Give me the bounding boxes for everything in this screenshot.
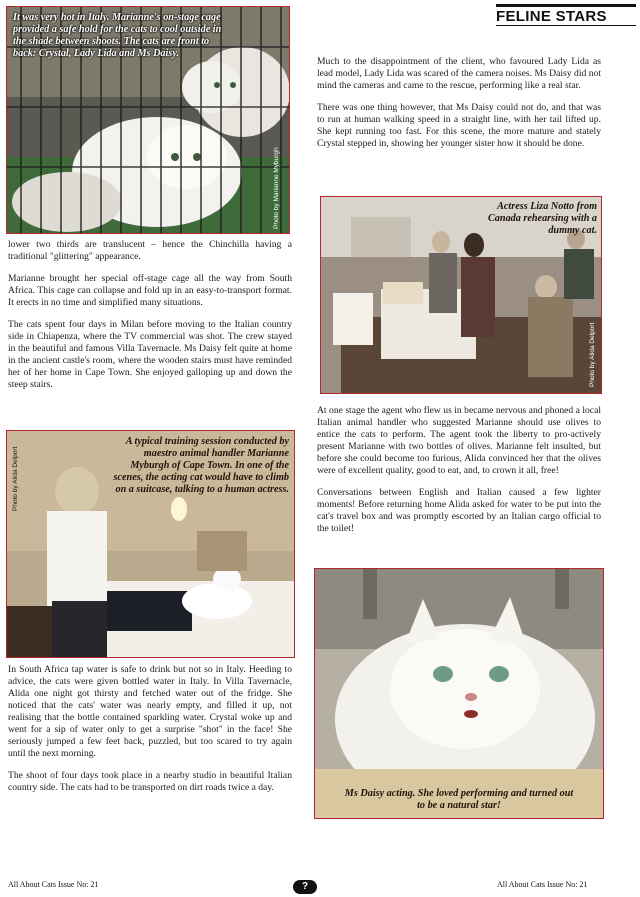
footer-left: All About Cats Issue No: 21 (8, 880, 99, 889)
section-rule (496, 25, 636, 26)
right-column-middle (317, 405, 601, 545)
paragraph: Marianne brought her special off-stage cage all the way from South Africa. This cage can collapse and fold up in an easy-to-transport format. It erects in no time and simplified many situations. (8, 273, 292, 308)
cage-photo-caption: It was very hot in Italy. Marianne's on-stage cage provided a safe hold for the cats to cool outside in the shade between shoots. The cats are front to back: Crystal, Lady Lida and Ms Daisy. (13, 12, 222, 59)
paragraph: There was one thing however, that Ms Daisy could not do, and that was to run at human walking speed in a straight line, with her tail lifted up. She kept running too fast. For this scene, the more mature and stately Crystal stepped in, showing her younger sister how it should be done. (317, 102, 601, 149)
left-column-top (8, 239, 292, 401)
left-column-bottom (8, 664, 292, 804)
photo-actress-rehearsal (320, 196, 602, 394)
cage-photo-credit: Photo by Marianne Myburgh (273, 147, 280, 229)
paragraph: The shoot of four days took place in a nearby studio in beautiful Italian country side. The cats had to be transported on dirt roads twice a day. (8, 770, 292, 793)
training-photo-caption: A typical training session conducted by maestro animal handler Marianne Myburgh of Cape Town. In one of the scenes, the acting cat would have to climb on a suitcase, talking to a human actress. (113, 436, 289, 495)
actress-photo-caption: Actress Liza Notto from Canada rehearsing with a dummy cat. (488, 201, 597, 236)
photo-ms-daisy (314, 568, 604, 819)
photo-cats-in-cage (6, 6, 290, 234)
footer-right: All About Cats Issue No: 21 (497, 880, 588, 889)
training-photo-credit: Photo by Alida Delport (12, 446, 19, 511)
actress-photo-credit: Photo by Alida Delport (589, 322, 596, 387)
right-column-top (317, 56, 601, 160)
paragraph: lower two thirds are translucent – hence the Chinchilla having a traditional "glittering" appearance. (8, 239, 292, 262)
paragraph: Much to the disappointment of the client, who favoured Lady Lida as lead model, Lady Lida was scared of the camera noises. Ms Daisy did not mind the cameras and came to the rescue, performing like a real star. (317, 56, 601, 91)
paragraph: In South Africa tap water is safe to drink but not so in Italy. Heeding to advice, the cats were given bottled water in Italy. In Villa Tavernacle, Alida one night got thirsty and fetched water out of the fridge. She noticed that the cats' water was nearly empty, and filled it up, not realising that the bottle contained sparkling water. Crystal woke up and went for a sip of water only to get a surprise "shot" in the face! She seriously jumped a few feet back, puzzled, but too scared to try again until the next morning. (8, 664, 292, 759)
daisy-photo-caption: Ms Daisy acting. She loved performing and turned out to be a natural star! (344, 788, 574, 811)
paragraph: The cats spent four days in Milan before moving to the Italian country side in Chiapenza, where the TV commercial was shot. The crew stayed in the beautiful and famous Villa Tavernacle. Ms Daisy felt quite at home in the ancient castle's room, where the wooden stairs must have reminded her of her home in Cape Town. She enjoyed galloping up and down the steep stairs. (8, 319, 292, 390)
photo-training-session (6, 430, 295, 658)
page-number-badge: ? (293, 880, 317, 894)
daisy-photo-illustration (315, 569, 603, 818)
section-title: FELINE STARS (496, 4, 636, 25)
paragraph: At one stage the agent who flew us in became nervous and phoned a local Italian animal handler who suggested Marianne should use olives to entice the cats to perform. The agent took the liberty to pro-actively present Marianne with two bottles of olives. Marianne felt insulted, but before she could become too furious, Alida convinced her that the olives were of excellent quality, good to eat, and, to crown it all, free! (317, 405, 601, 476)
paragraph: Conversations between English and Italian caused a few lighter moments! Before returning home Alida asked for water to be put into the cat's travel box and was promptly escorted by an Italian cargo official to the toilet! (317, 487, 601, 534)
